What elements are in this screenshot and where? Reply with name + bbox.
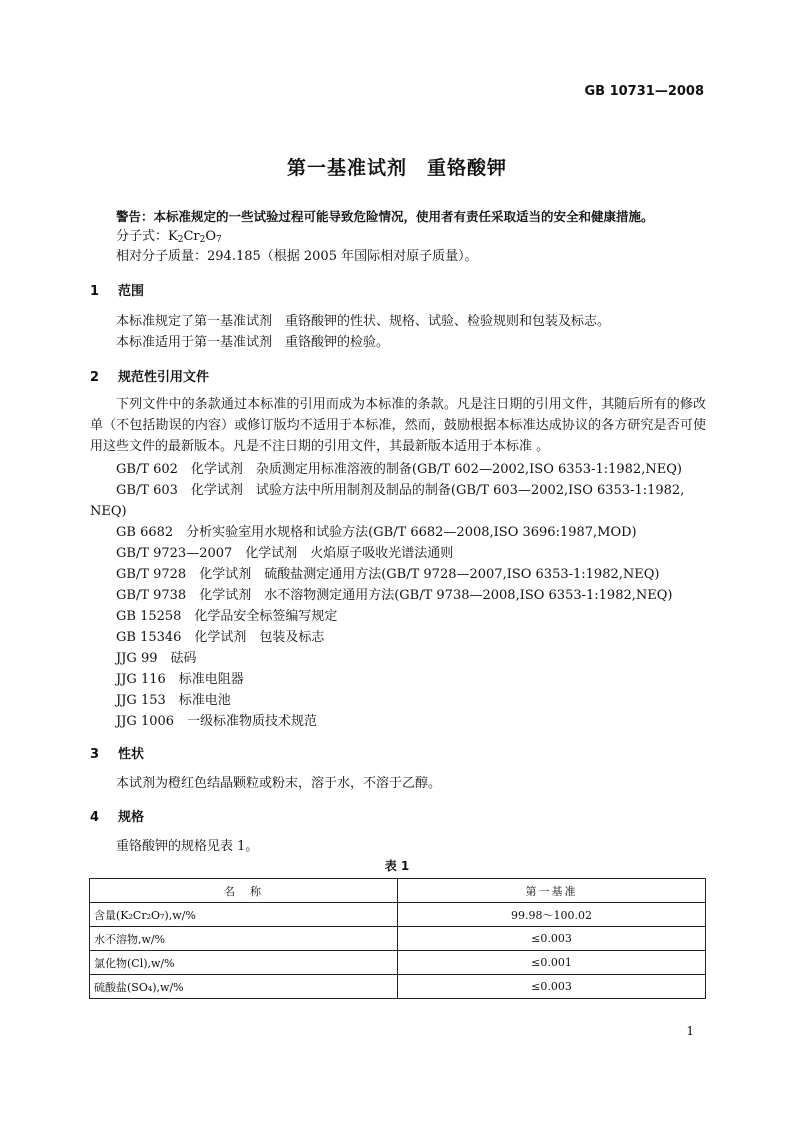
scope-line: 本标准规定了第一基准试剂 重铬酸钾的性状、规格、试验、检验规则和包装及标志。 — [116, 314, 611, 329]
table-caption: 表 1 — [384, 859, 410, 873]
table-header-grade: 第一基准 — [398, 879, 706, 903]
reference-item: GB/T 9728 化学试剂 硫酸盐测定通用方法(GB/T 9728—2007,ISO 6353-1:1982,NEQ) — [116, 567, 660, 582]
section-heading-scope: 1 范围 — [90, 284, 145, 299]
specifications-intro: 重铬酸钾的规格见表 1。 — [116, 839, 259, 854]
reference-item: GB 15258 化学品安全标签编写规定 — [116, 609, 338, 624]
reference-item: GB 6682 分析实验室用水规格和试验方法(GB/T 6682—2008,ISO 3696:1987,MOD) — [116, 525, 637, 540]
table-row — [90, 927, 706, 951]
reference-item: GB/T 603 化学试剂 试验方法中所用制剂及制品的制备(GB/T 603—2002,ISO 6353-1:1982, — [116, 483, 685, 498]
specification-table — [89, 878, 706, 999]
table-cell-name: 含量(K₂Cr₂O₇),w/% — [90, 903, 398, 927]
table-cell-value: ≤0.003 — [398, 975, 706, 999]
page-number: 1 — [686, 1024, 694, 1038]
molecular-formula: 分子式：$K_2Cr_2O_7$ — [116, 229, 222, 245]
reference-item: GB/T 9738 化学试剂 水不溶物测定通用方法(GB/T 9738—2008,ISO 6353-1:1982,NEQ) — [116, 588, 673, 603]
reference-item: JJG 116 标准电阻器 — [116, 672, 244, 687]
molar-mass: 相对分子质量：294.185（根据 2005 年国际相对原子质量）。 — [116, 249, 478, 264]
reference-item: JJG 1006 一级标准物质技术规范 — [116, 714, 318, 729]
reference-item: JJG 153 标准电池 — [116, 693, 231, 708]
scope-line: 本标准适用于第一基准试剂 重铬酸钾的检验。 — [116, 335, 390, 350]
references-intro: 下列文件中的条款通过本标准的引用而成为本标准的条款。凡是注日期的引用文件，其随后所有的修改单（不包括勘误的内容）或修订版均不适用于本标准，然而，鼓励根据本标准达成协议的各方研究是否可使用这些文件的最新版本。凡是不注日期的引用文件，其最新版本适用于本标准 。 — [90, 397, 706, 454]
reference-item: JJG 99 砝码 — [116, 651, 197, 666]
warning-text: 警告：本标准规定的一些试验过程可能导致危险情况，使用者有责任采取适当的安全和健康措施。 — [116, 209, 654, 224]
standard-code: GB 10731—2008 — [584, 84, 704, 99]
properties-text: 本试剂为橙红色结晶颗粒或粉末，溶于水，不溶于乙醇。 — [116, 776, 442, 791]
table-cell-value: ≤0.001 — [398, 951, 706, 975]
reference-item: GB/T 602 化学试剂 杂质测定用标准溶液的制备(GB/T 602—2002,ISO 6353-1:1982,NEQ) — [116, 462, 682, 477]
table-cell-name: 氯化物(Cl),w/% — [90, 951, 398, 975]
table-cell-value: ≤0.003 — [398, 927, 706, 951]
section-heading-properties: 3 性状 — [90, 747, 145, 762]
table-cell-name: 硫酸盐(SO₄),w/% — [90, 975, 398, 999]
table-cell-name: 水不溶物,w/% — [90, 927, 398, 951]
reference-item: GB 15346 化学试剂 包装及标志 — [116, 630, 325, 645]
table-cell-value: 99.98～100.02 — [398, 903, 706, 927]
table-row — [90, 975, 706, 999]
section-heading-specifications: 4 规格 — [90, 810, 145, 825]
reference-item: GB/T 9723—2007 化学试剂 火焰原子吸收光谱法通则 — [116, 546, 454, 561]
table-row — [90, 903, 706, 927]
section-heading-references: 2 规范性引用文件 — [90, 370, 210, 385]
table-header-name: 名 称 — [90, 879, 398, 903]
reference-item-continuation: NEQ) — [90, 504, 127, 519]
table-row — [90, 951, 706, 975]
table-header-row — [90, 879, 706, 903]
page-title: 第一基准试剂 重铬酸钾 — [286, 157, 507, 179]
